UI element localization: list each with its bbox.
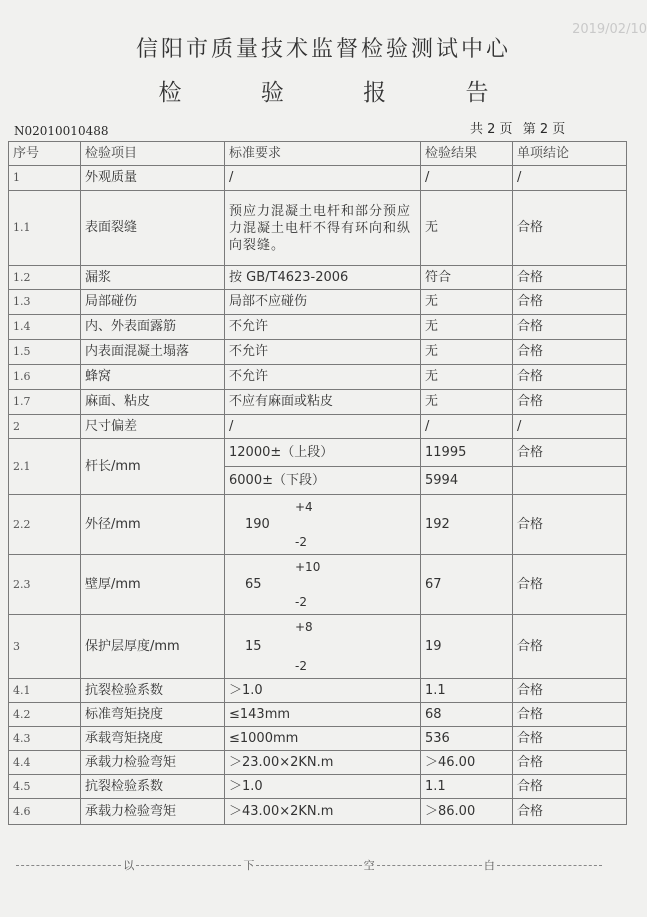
item-cell: 抗裂检验系数 xyxy=(81,679,225,703)
seq-cell: 1 xyxy=(9,166,81,191)
item-cell: 标准弯矩挠度 xyxy=(81,703,225,727)
result-cell: 11995 xyxy=(421,439,513,467)
item-cell: 表面裂缝 xyxy=(81,191,225,266)
conclusion-cell: 合格 xyxy=(513,703,627,727)
requirement-cell: 6000±（下段） xyxy=(225,467,421,495)
requirement-cell: ＞23.00×2KN.m xyxy=(225,751,421,775)
table-row xyxy=(9,751,627,775)
end-line xyxy=(14,857,604,873)
requirement-cell: / xyxy=(225,415,421,439)
seq-cell: 2 xyxy=(9,415,81,439)
item-cell: 内、外表面露筋 xyxy=(81,315,225,340)
seq-cell: 2.3 xyxy=(9,555,81,615)
result-cell: 19 xyxy=(421,615,513,679)
page-number: 第 2 页 xyxy=(522,122,566,137)
item-cell: 承载弯矩挠度 xyxy=(81,727,225,751)
result-cell: 1.1 xyxy=(421,775,513,799)
item-cell: 内表面混凝土塌落 xyxy=(81,340,225,365)
seq-cell: 1.6 xyxy=(9,365,81,390)
result-cell: 无 xyxy=(421,290,513,315)
item-cell: 杆长/mm xyxy=(81,439,225,495)
nominal-value: 15 xyxy=(245,638,262,654)
lower-tolerance: -2 xyxy=(295,535,307,549)
end-char-3: 空 xyxy=(363,859,375,872)
end-char-4: 白 xyxy=(483,859,495,872)
conclusion-cell: 合格 xyxy=(513,191,627,266)
item-cell: 麻面、粘皮 xyxy=(81,390,225,415)
result-cell: 符合 xyxy=(421,266,513,290)
upper-tolerance: +4 xyxy=(295,500,313,514)
requirement-cell xyxy=(225,615,421,679)
conclusion-cell: 合格 xyxy=(513,390,627,415)
lower-tolerance: -2 xyxy=(295,595,307,609)
table-row xyxy=(9,340,627,365)
item-cell: 外观质量 xyxy=(81,166,225,191)
conclusion-cell: 合格 xyxy=(513,775,627,799)
result-header: 检验结果 xyxy=(421,142,513,166)
conclusion-cell: 合格 xyxy=(513,555,627,615)
item-cell: 承载力检验弯矩 xyxy=(81,799,225,825)
seq-cell: 1.5 xyxy=(9,340,81,365)
item-cell: 漏浆 xyxy=(81,266,225,290)
table-row xyxy=(9,615,627,679)
table-row xyxy=(9,495,627,555)
table-row xyxy=(9,191,627,266)
conclusion-cell: 合格 xyxy=(513,365,627,390)
table-row xyxy=(9,142,627,166)
item-cell: 承载力检验弯矩 xyxy=(81,751,225,775)
page-info xyxy=(470,118,571,137)
conclusion-cell: 合格 xyxy=(513,727,627,751)
result-cell: / xyxy=(421,415,513,439)
conclusion-cell: / xyxy=(513,166,627,191)
table-row xyxy=(9,365,627,390)
end-char-1: 以 xyxy=(123,859,135,872)
requirement-cell: 12000±（上段） xyxy=(225,439,421,467)
seq-cell: 4.4 xyxy=(9,751,81,775)
requirement-cell: ＞1.0 xyxy=(225,679,421,703)
table-row xyxy=(9,315,627,340)
seq-cell: 2.2 xyxy=(9,495,81,555)
corner-stamp-text: 2019/02/10 xyxy=(572,22,647,37)
result-cell: ＞86.00 xyxy=(421,799,513,825)
conclusion-cell: / xyxy=(513,415,627,439)
inspection-table xyxy=(8,141,627,825)
seq-cell: 4.6 xyxy=(9,799,81,825)
table-row xyxy=(9,390,627,415)
item-cell: 蜂窝 xyxy=(81,365,225,390)
conclusion-cell: 合格 xyxy=(513,290,627,315)
result-cell: 536 xyxy=(421,727,513,751)
result-cell: ＞46.00 xyxy=(421,751,513,775)
doc-number: N02010010488 xyxy=(14,124,109,138)
item-cell: 外径/mm xyxy=(81,495,225,555)
requirement-cell: 局部不应碰伤 xyxy=(225,290,421,315)
requirement-cell: 不允许 xyxy=(225,315,421,340)
lower-tolerance: -2 xyxy=(295,659,307,673)
table-row xyxy=(9,555,627,615)
seq-cell: 1.7 xyxy=(9,390,81,415)
table-row xyxy=(9,166,627,191)
requirement-header: 标准要求 xyxy=(225,142,421,166)
requirement-cell: ＞43.00×2KN.m xyxy=(225,799,421,825)
conclusion-cell: 合格 xyxy=(513,495,627,555)
conclusion-cell: 合格 xyxy=(513,799,627,825)
seq-cell: 4.3 xyxy=(9,727,81,751)
org-title: 信阳市质量技术监督检验测试中心 xyxy=(135,37,511,62)
conclusion-cell xyxy=(513,467,627,495)
seq-cell: 4.5 xyxy=(9,775,81,799)
seq-cell: 4.2 xyxy=(9,703,81,727)
conclusion-cell: 合格 xyxy=(513,751,627,775)
item-cell: 抗裂检验系数 xyxy=(81,775,225,799)
requirement-cell: 按 GB/T4623-2006 xyxy=(225,266,421,290)
nominal-value: 190 xyxy=(245,516,270,532)
requirement-cell: 不允许 xyxy=(225,340,421,365)
result-cell: 1.1 xyxy=(421,679,513,703)
requirement-cell: / xyxy=(225,166,421,191)
item-header: 检验项目 xyxy=(81,142,225,166)
conclusion-header: 单项结论 xyxy=(513,142,627,166)
table-row xyxy=(9,439,627,467)
conclusion-cell: 合格 xyxy=(513,679,627,703)
requirement-cell: ＞1.0 xyxy=(225,775,421,799)
table-row xyxy=(9,679,627,703)
result-cell: 无 xyxy=(421,390,513,415)
conclusion-cell: 合格 xyxy=(513,266,627,290)
total-pages: 共 2 页 xyxy=(470,122,513,137)
table-row xyxy=(9,415,627,439)
result-cell: 5994 xyxy=(421,467,513,495)
seq-cell: 1.2 xyxy=(9,266,81,290)
table-row xyxy=(9,266,627,290)
result-cell: 192 xyxy=(421,495,513,555)
table-row xyxy=(9,799,627,825)
report-title: 检 验 报 告 xyxy=(158,80,525,106)
nominal-value: 65 xyxy=(245,576,262,592)
upper-tolerance: +10 xyxy=(295,560,321,574)
seq-cell: 1.1 xyxy=(9,191,81,266)
result-cell: / xyxy=(421,166,513,191)
seq-cell: 2.1 xyxy=(9,439,81,495)
item-cell: 尺寸偏差 xyxy=(81,415,225,439)
result-cell: 67 xyxy=(421,555,513,615)
requirement-cell: ≤1000mm xyxy=(225,727,421,751)
requirement-cell: ≤143mm xyxy=(225,703,421,727)
conclusion-cell: 合格 xyxy=(513,340,627,365)
requirement-cell: 预应力混凝土电杆和部分预应力混凝土电杆不得有环向和纵向裂缝。 xyxy=(225,191,421,266)
seq-cell: 3 xyxy=(9,615,81,679)
item-cell: 局部碰伤 xyxy=(81,290,225,315)
seq-header: 序号 xyxy=(9,142,81,166)
conclusion-cell: 合格 xyxy=(513,615,627,679)
table-row xyxy=(9,727,627,751)
requirement-cell xyxy=(225,555,421,615)
result-cell: 无 xyxy=(421,365,513,390)
table-row xyxy=(9,775,627,799)
result-cell: 无 xyxy=(421,191,513,266)
seq-cell: 1.4 xyxy=(9,315,81,340)
upper-tolerance: +8 xyxy=(295,620,313,634)
seq-cell: 1.3 xyxy=(9,290,81,315)
requirement-cell: 不应有麻面或粘皮 xyxy=(225,390,421,415)
requirement-cell xyxy=(225,495,421,555)
requirement-cell: 不允许 xyxy=(225,365,421,390)
item-cell: 保护层厚度/mm xyxy=(81,615,225,679)
item-cell: 壁厚/mm xyxy=(81,555,225,615)
conclusion-cell: 合格 xyxy=(513,439,627,467)
table-row xyxy=(9,703,627,727)
seq-cell: 4.1 xyxy=(9,679,81,703)
conclusion-cell: 合格 xyxy=(513,315,627,340)
result-cell: 68 xyxy=(421,703,513,727)
result-cell: 无 xyxy=(421,340,513,365)
result-cell: 无 xyxy=(421,315,513,340)
table-row xyxy=(9,290,627,315)
end-char-2: 下 xyxy=(243,859,255,872)
